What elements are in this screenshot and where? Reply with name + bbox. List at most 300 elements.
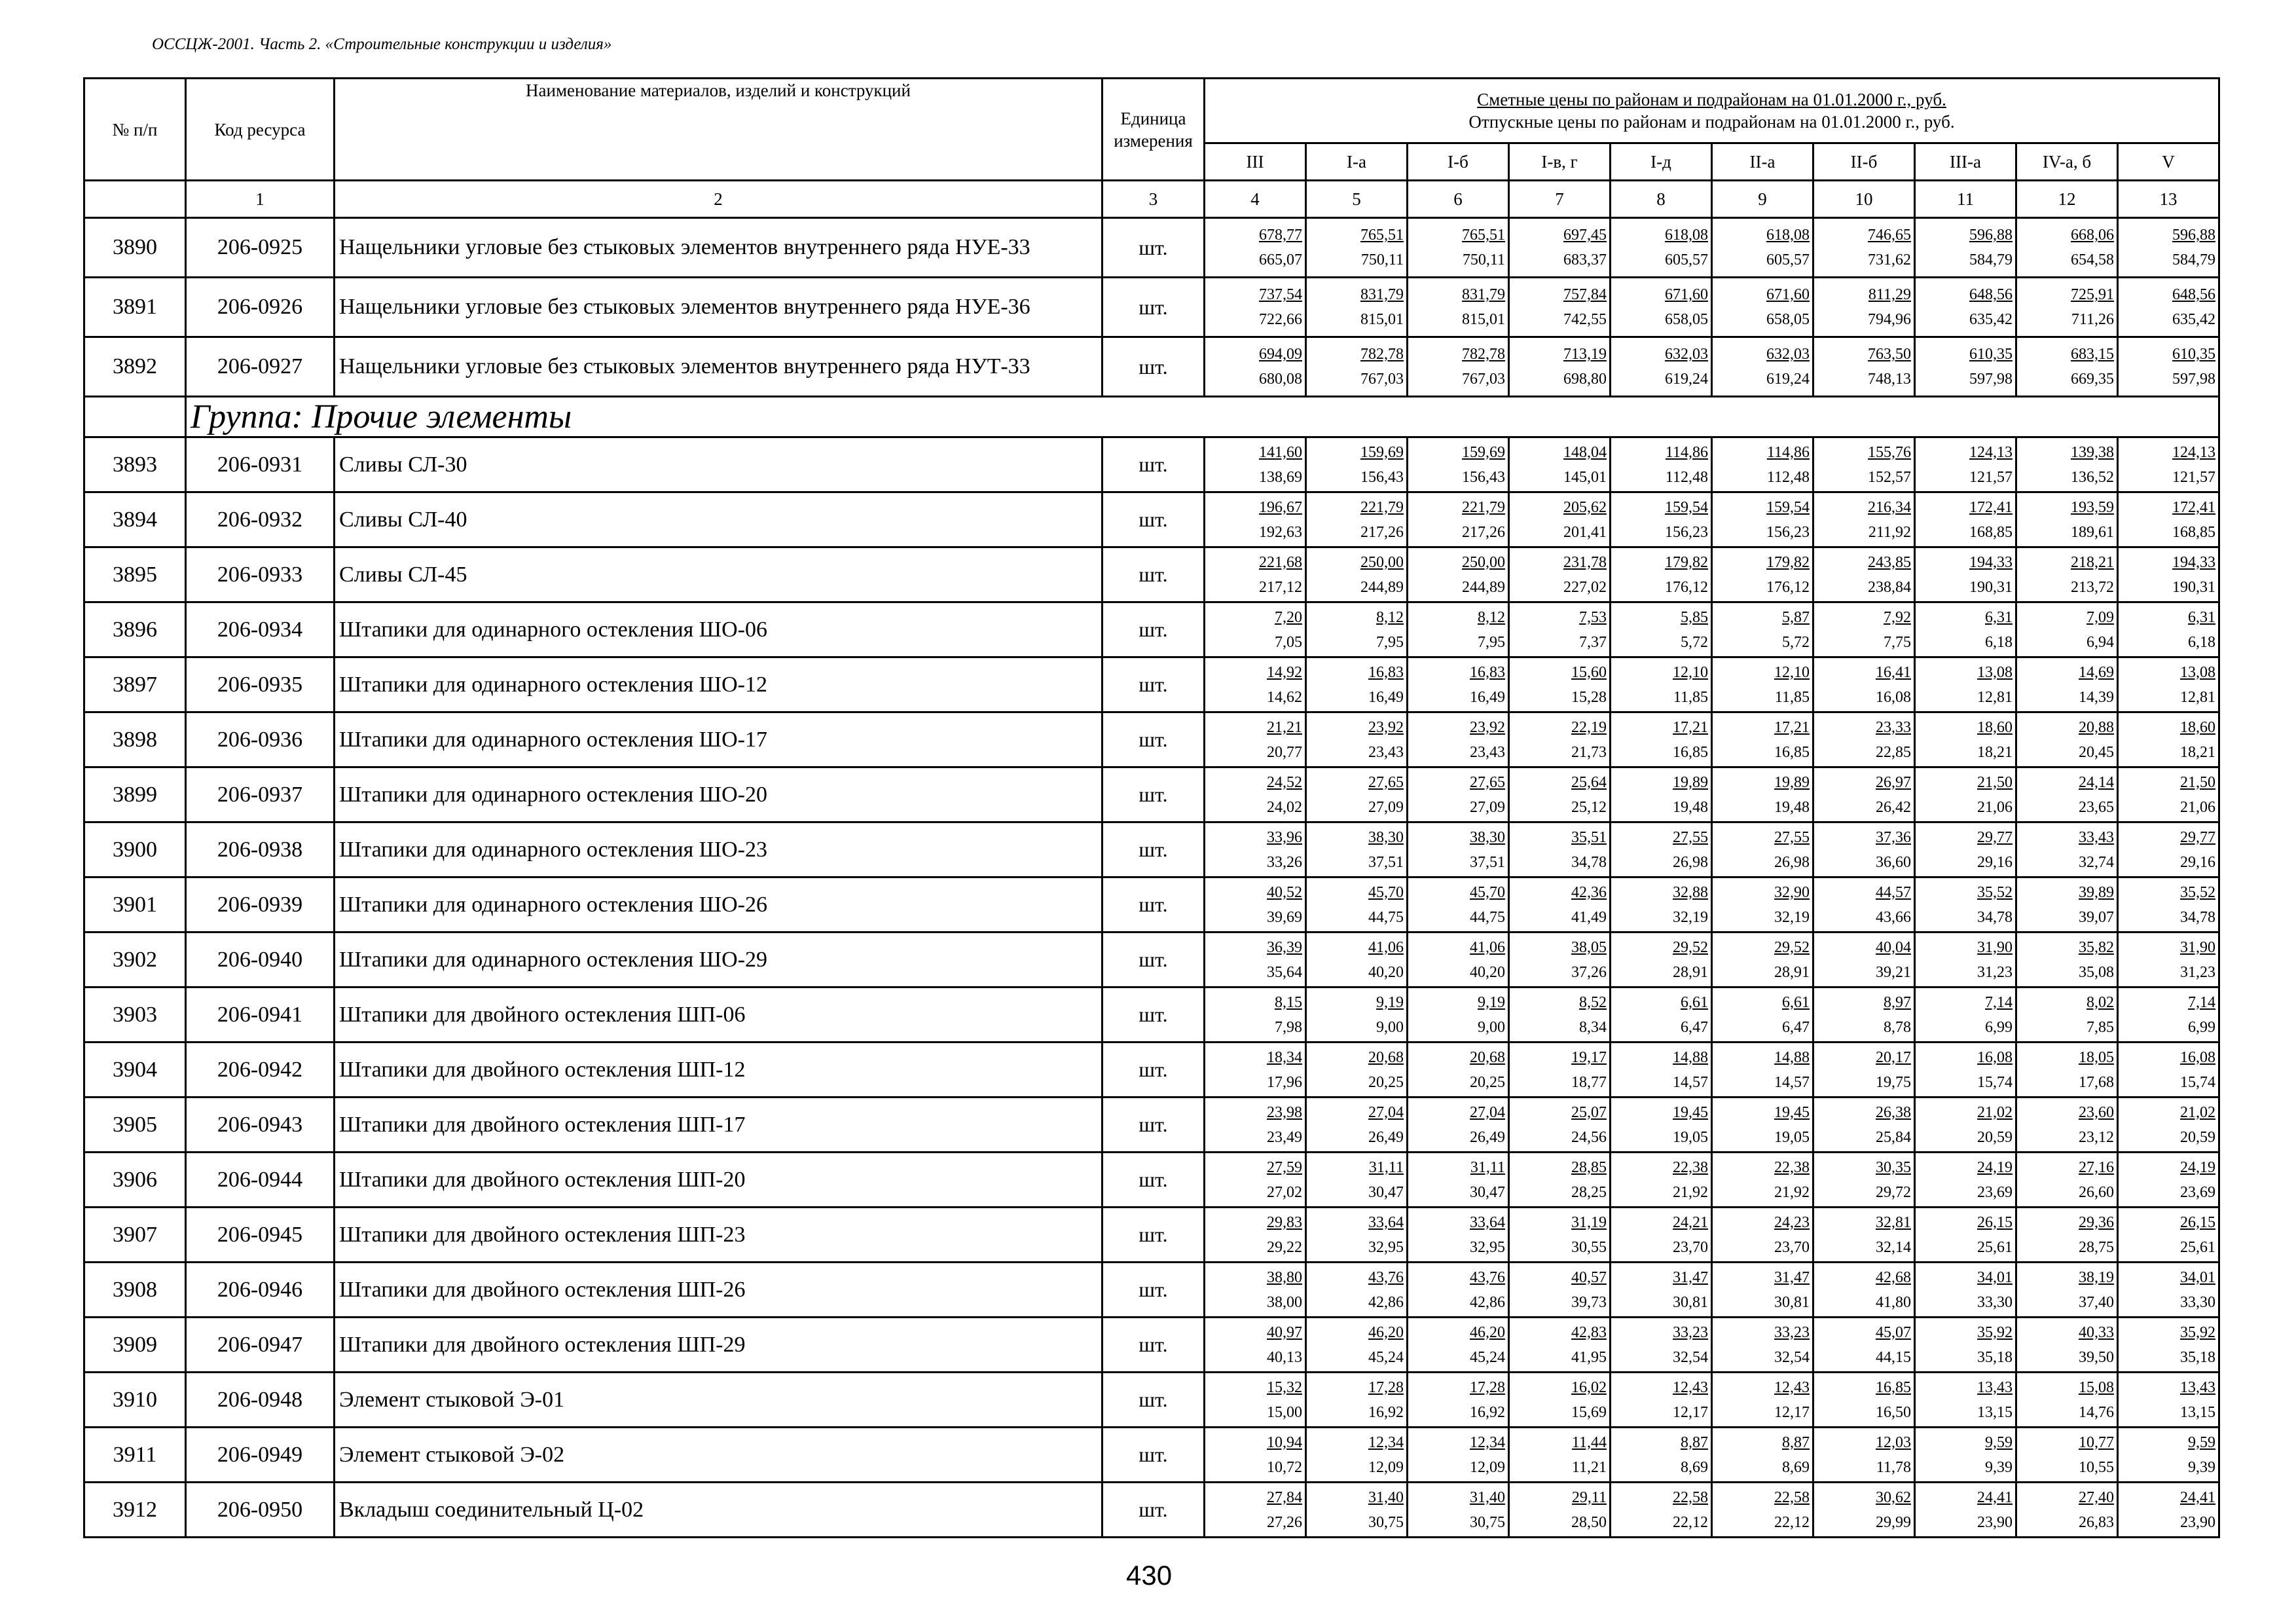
price-cell <box>1712 602 1813 657</box>
release-price: 16,85 <box>1673 743 1708 761</box>
price-cell <box>2118 1428 2219 1483</box>
release-price: 25,12 <box>1571 798 1607 816</box>
estimate-price: 25,64 <box>1571 773 1607 791</box>
estimate-price: 23,92 <box>1470 718 1505 736</box>
price-cell <box>1915 602 2016 657</box>
price-cell <box>1408 1043 1509 1098</box>
price-cell <box>1813 822 1915 877</box>
resource-code: 206-0935 <box>186 657 335 712</box>
release-price: 26,98 <box>1774 853 1810 871</box>
resource-code: 206-0940 <box>186 932 335 987</box>
price-cell <box>2118 492 2219 547</box>
price-cell <box>1205 278 1306 337</box>
price-cell <box>1205 657 1306 712</box>
release-price: 8,69 <box>1782 1458 1810 1476</box>
estimate-price: 193,59 <box>2071 498 2114 516</box>
unit: шт. <box>1102 547 1205 602</box>
price-cell <box>1408 1098 1509 1153</box>
price-cell <box>1205 1318 1306 1373</box>
item-name: Штапики для двойного остекления ШП-29 <box>335 1318 1102 1373</box>
price-cell <box>1712 877 1813 932</box>
column-number: 10 <box>1813 181 1915 218</box>
price-cell <box>2118 657 2219 712</box>
price-cell <box>1205 822 1306 877</box>
row-number: 3906 <box>84 1153 186 1208</box>
price-cell <box>1813 1043 1915 1098</box>
price-cell <box>1408 547 1509 602</box>
estimate-price: 159,69 <box>1462 443 1505 461</box>
price-cell <box>1205 877 1306 932</box>
item-name: Элемент стыковой Э-02 <box>335 1428 1102 1483</box>
table-row <box>84 1428 2219 1483</box>
estimate-price: 33,64 <box>1470 1213 1505 1231</box>
price-cell <box>1306 547 1408 602</box>
column-number: 5 <box>1306 181 1408 218</box>
resource-code: 206-0939 <box>186 877 335 932</box>
release-price: 30,47 <box>1368 1183 1404 1201</box>
release-price: 6,99 <box>2188 1018 2215 1036</box>
estimate-price: 18,05 <box>2079 1048 2114 1066</box>
release-price: 35,18 <box>2180 1348 2215 1366</box>
estimate-price: 7,20 <box>1275 608 1302 626</box>
release-price: 35,18 <box>1977 1348 2013 1366</box>
price-cell <box>1509 712 1611 767</box>
release-price: 238,84 <box>1868 578 1911 596</box>
price-cell <box>1509 1263 1611 1318</box>
estimate-price: 11,44 <box>1571 1433 1607 1451</box>
estimate-price: 757,84 <box>1563 286 1607 303</box>
estimate-price: 38,30 <box>1470 828 1505 846</box>
release-price: 8,34 <box>1579 1018 1607 1036</box>
price-cell <box>1205 767 1306 822</box>
estimate-price: 19,17 <box>1571 1048 1607 1066</box>
release-price: 38,00 <box>1267 1293 1302 1311</box>
release-price: 32,95 <box>1368 1238 1404 1256</box>
estimate-price: 41,06 <box>1470 938 1505 956</box>
release-price: 31,23 <box>2180 963 2215 981</box>
estimate-price: 27,55 <box>1774 828 1810 846</box>
unit: шт. <box>1102 492 1205 547</box>
row-number: 3897 <box>84 657 186 712</box>
price-cell <box>1509 877 1611 932</box>
price-cell <box>1611 1428 1712 1483</box>
release-price: 29,16 <box>1977 853 2013 871</box>
price-cell <box>1205 712 1306 767</box>
release-price: 30,81 <box>1673 1293 1708 1311</box>
price-cell <box>2016 1043 2118 1098</box>
price-cell <box>1712 1318 1813 1373</box>
header-region: II-б <box>1813 143 1915 181</box>
release-price: 15,74 <box>2180 1073 2215 1091</box>
estimate-price: 15,08 <box>2079 1378 2114 1396</box>
release-price: 18,21 <box>2180 743 2215 761</box>
price-cell <box>1712 712 1813 767</box>
release-price: 138,69 <box>1259 468 1302 486</box>
estimate-price: 22,38 <box>1774 1158 1810 1176</box>
resource-code: 206-0945 <box>186 1208 335 1263</box>
row-number: 3898 <box>84 712 186 767</box>
price-cell <box>1306 278 1408 337</box>
release-price: 39,50 <box>2079 1348 2114 1366</box>
release-price: 121,57 <box>1969 468 2013 486</box>
release-price: 12,09 <box>1368 1458 1404 1476</box>
price-cell <box>1611 1208 1712 1263</box>
estimate-price: 29,52 <box>1774 938 1810 956</box>
header-region: II-а <box>1712 143 1813 181</box>
estimate-price: 6,61 <box>1681 993 1708 1011</box>
estimate-price: 765,51 <box>1360 227 1404 244</box>
estimate-price: 29,36 <box>2079 1213 2114 1231</box>
estimate-price: 38,19 <box>2079 1268 2114 1286</box>
release-price: 635,42 <box>1969 311 2013 328</box>
table-row <box>84 602 2219 657</box>
price-cell <box>1915 1428 2016 1483</box>
release-price: 8,69 <box>1681 1458 1708 1476</box>
release-price: 168,85 <box>1969 523 2013 541</box>
estimate-price: 12,34 <box>1368 1433 1404 1451</box>
price-cell <box>1205 547 1306 602</box>
release-price: 28,91 <box>1774 963 1810 981</box>
release-price: 7,37 <box>1579 633 1607 651</box>
resource-code: 206-0948 <box>186 1373 335 1428</box>
price-cell <box>1306 822 1408 877</box>
price-cell <box>1712 492 1813 547</box>
item-name: Штапики для одинарного остекления ШО-17 <box>335 712 1102 767</box>
release-price: 44,75 <box>1368 908 1404 926</box>
release-price: 20,59 <box>2180 1128 2215 1146</box>
price-cell <box>1813 218 1915 278</box>
price-cell <box>1408 437 1509 492</box>
unit: шт. <box>1102 1208 1205 1263</box>
estimate-price: 765,51 <box>1462 227 1505 244</box>
estimate-price: 632,03 <box>1665 346 1708 363</box>
table-row <box>84 1098 2219 1153</box>
estimate-price: 22,19 <box>1571 718 1607 736</box>
price-cell <box>2016 278 2118 337</box>
release-price: 26,60 <box>2079 1183 2114 1201</box>
estimate-price: 18,60 <box>1977 718 2013 736</box>
price-cell <box>1611 877 1712 932</box>
item-name: Сливы СЛ-30 <box>335 437 1102 492</box>
release-price: 43,66 <box>1876 908 1911 926</box>
estimate-price: 155,76 <box>1868 443 1911 461</box>
estimate-price: 12,10 <box>1673 663 1708 681</box>
table-row <box>84 1043 2219 1098</box>
column-number: 1 <box>186 181 335 218</box>
release-price: 17,96 <box>1267 1073 1302 1091</box>
price-cell <box>2118 822 2219 877</box>
price-cell <box>1611 822 1712 877</box>
price-cell <box>1611 492 1712 547</box>
header-region: I-в, г <box>1509 143 1611 181</box>
estimate-price: 18,34 <box>1267 1048 1302 1066</box>
estimate-price: 23,33 <box>1876 718 1911 736</box>
price-cell <box>1915 987 2016 1043</box>
estimate-price: 24,23 <box>1774 1213 1810 1231</box>
release-price: 156,23 <box>1665 523 1708 541</box>
release-price: 5,72 <box>1782 633 1810 651</box>
estimate-price: 19,45 <box>1774 1103 1810 1121</box>
release-price: 7,75 <box>1884 633 1911 651</box>
price-cell <box>1712 1263 1813 1318</box>
price-cell <box>1915 492 2016 547</box>
estimate-price: 5,85 <box>1681 608 1708 626</box>
price-cell <box>1408 712 1509 767</box>
release-price: 30,47 <box>1470 1183 1505 1201</box>
price-cell <box>1509 1483 1611 1538</box>
estimate-price: 12,43 <box>1673 1378 1708 1396</box>
price-cell <box>1915 1208 2016 1263</box>
table-row <box>84 547 2219 602</box>
release-price: 28,75 <box>2079 1238 2114 1256</box>
price-cell <box>2118 337 2219 397</box>
price-cell <box>1306 1318 1408 1373</box>
estimate-price: 33,23 <box>1774 1323 1810 1341</box>
unit: шт. <box>1102 218 1205 278</box>
release-price: 190,31 <box>1969 578 2013 596</box>
estimate-price: 618,08 <box>1665 227 1708 244</box>
release-price: 40,20 <box>1368 963 1404 981</box>
release-price: 584,79 <box>2172 251 2215 268</box>
estimate-price: 16,08 <box>1977 1048 2013 1066</box>
column-number: 12 <box>2016 181 2118 218</box>
unit: шт. <box>1102 1483 1205 1538</box>
row-number: 3911 <box>84 1428 186 1483</box>
header-num: № п/п <box>84 79 186 181</box>
price-cell <box>1205 1043 1306 1098</box>
resource-code: 206-0932 <box>186 492 335 547</box>
estimate-price: 29,83 <box>1267 1213 1302 1231</box>
unit: шт. <box>1102 278 1205 337</box>
estimate-price: 24,41 <box>1977 1488 2013 1506</box>
release-price: 605,57 <box>1766 251 1810 268</box>
price-cell <box>1509 1098 1611 1153</box>
table-row <box>84 822 2219 877</box>
price-cell <box>1813 1428 1915 1483</box>
release-price: 40,20 <box>1470 963 1505 981</box>
release-price: 227,02 <box>1563 578 1607 596</box>
estimate-price: 9,19 <box>1376 993 1404 1011</box>
estimate-price: 16,02 <box>1571 1378 1607 1396</box>
estimate-price: 20,68 <box>1368 1048 1404 1066</box>
row-number: 3900 <box>84 822 186 877</box>
price-cell <box>1915 1153 2016 1208</box>
release-price: 29,22 <box>1267 1238 1302 1256</box>
price-cell <box>1509 1043 1611 1098</box>
estimate-price: 39,89 <box>2079 883 2114 901</box>
release-price: 750,11 <box>1360 251 1404 268</box>
price-cell <box>1611 218 1712 278</box>
release-price: 217,12 <box>1259 578 1302 596</box>
release-price: 201,41 <box>1563 523 1607 541</box>
estimate-price: 8,52 <box>1579 993 1607 1011</box>
column-number-row <box>84 181 2219 218</box>
estimate-price: 159,69 <box>1360 443 1404 461</box>
release-price: 45,24 <box>1368 1348 1404 1366</box>
estimate-price: 250,00 <box>1462 553 1505 571</box>
price-cell <box>1306 218 1408 278</box>
estimate-price: 14,88 <box>1774 1048 1810 1066</box>
release-price: 7,05 <box>1275 633 1302 651</box>
price-cell <box>1915 877 2016 932</box>
estimate-price: 34,01 <box>2180 1268 2215 1286</box>
price-cell <box>2016 822 2118 877</box>
table-row <box>84 932 2219 987</box>
estimate-price: 9,59 <box>1985 1433 2013 1451</box>
price-cell <box>1205 932 1306 987</box>
estimate-price: 683,15 <box>2071 346 2114 363</box>
release-price: 26,49 <box>1470 1128 1505 1146</box>
price-cell <box>1306 337 1408 397</box>
release-price: 731,62 <box>1868 251 1911 268</box>
price-cell <box>1712 278 1813 337</box>
estimate-price: 16,83 <box>1470 663 1505 681</box>
estimate-price: 713,19 <box>1563 346 1607 363</box>
release-price: 11,78 <box>1876 1458 1911 1476</box>
price-cell <box>1712 987 1813 1043</box>
estimate-price: 40,97 <box>1267 1323 1302 1341</box>
release-price: 635,42 <box>2172 311 2215 328</box>
estimate-price: 38,05 <box>1571 938 1607 956</box>
estimate-price: 8,12 <box>1376 608 1404 626</box>
row-number: 3903 <box>84 987 186 1043</box>
estimate-price: 31,40 <box>1470 1488 1505 1506</box>
estimate-price: 15,32 <box>1267 1378 1302 1396</box>
release-price: 605,57 <box>1665 251 1708 268</box>
item-name: Штапики для двойного остекления ШП-23 <box>335 1208 1102 1263</box>
table-row <box>84 278 2219 337</box>
release-price: 5,72 <box>1681 633 1708 651</box>
estimate-price: 694,09 <box>1259 346 1302 363</box>
price-cell <box>1915 1318 2016 1373</box>
estimate-price: 13,43 <box>2180 1378 2215 1396</box>
release-price: 156,23 <box>1766 523 1810 541</box>
estimate-price: 196,67 <box>1259 498 1302 516</box>
price-cell <box>1611 1043 1712 1098</box>
resource-code: 206-0944 <box>186 1153 335 1208</box>
price-cell <box>1205 1483 1306 1538</box>
price-cell <box>1915 337 2016 397</box>
price-cell <box>1509 1318 1611 1373</box>
estimate-price: 19,89 <box>1673 773 1708 791</box>
estimate-price: 172,41 <box>2172 498 2215 516</box>
release-price: 7,95 <box>1478 633 1505 651</box>
estimate-price: 596,88 <box>2172 227 2215 244</box>
release-price: 7,98 <box>1275 1018 1302 1036</box>
release-price: 23,65 <box>2079 798 2114 816</box>
price-cell <box>1915 278 2016 337</box>
price-cell <box>2118 218 2219 278</box>
estimate-price: 20,88 <box>2079 718 2114 736</box>
release-price: 35,64 <box>1267 963 1302 981</box>
release-price: 37,51 <box>1470 853 1505 871</box>
price-cell <box>1611 337 1712 397</box>
price-cell <box>1306 1153 1408 1208</box>
release-price: 26,83 <box>2079 1513 2114 1531</box>
estimate-price: 38,30 <box>1368 828 1404 846</box>
price-cell <box>1306 1428 1408 1483</box>
estimate-price: 746,65 <box>1868 227 1911 244</box>
estimate-price: 40,52 <box>1267 883 1302 901</box>
estimate-price: 27,04 <box>1470 1103 1505 1121</box>
estimate-price: 28,85 <box>1571 1158 1607 1176</box>
unit: шт. <box>1102 602 1205 657</box>
release-price: 156,43 <box>1360 468 1404 486</box>
row-number: 3892 <box>84 337 186 397</box>
release-price: 22,85 <box>1876 743 1911 761</box>
estimate-price: 24,41 <box>2180 1488 2215 1506</box>
price-cell <box>1205 1373 1306 1428</box>
price-cell <box>2118 1043 2219 1098</box>
release-price: 23,70 <box>1673 1238 1708 1256</box>
price-cell <box>1306 657 1408 712</box>
release-price: 12,17 <box>1673 1403 1708 1421</box>
estimate-price: 46,20 <box>1470 1323 1505 1341</box>
price-cell <box>1306 877 1408 932</box>
estimate-price: 172,41 <box>1969 498 2013 516</box>
price-cell <box>1408 492 1509 547</box>
release-price: 15,69 <box>1571 1403 1607 1421</box>
estimate-price: 6,31 <box>2188 608 2215 626</box>
estimate-price: 21,02 <box>2180 1103 2215 1121</box>
estimate-price: 17,21 <box>1774 718 1810 736</box>
release-price: 19,48 <box>1774 798 1810 816</box>
header-code: Код ресурса <box>186 79 335 181</box>
estimate-price: 36,39 <box>1267 938 1302 956</box>
table-row <box>84 1263 2219 1318</box>
release-price: 669,35 <box>2071 371 2114 388</box>
release-price: 39,73 <box>1571 1293 1607 1311</box>
release-price: 13,15 <box>2180 1403 2215 1421</box>
estimate-price: 114,86 <box>1665 443 1708 461</box>
release-price: 750,11 <box>1462 251 1505 268</box>
estimate-price: 216,34 <box>1868 498 1911 516</box>
release-price: 27,09 <box>1470 798 1505 816</box>
release-price: 32,19 <box>1774 908 1810 926</box>
price-cell <box>1509 987 1611 1043</box>
estimate-price: 697,45 <box>1563 227 1607 244</box>
price-cell <box>1813 932 1915 987</box>
release-price: 9,39 <box>2188 1458 2215 1476</box>
price-cell <box>2016 1373 2118 1428</box>
price-cell <box>1408 767 1509 822</box>
estimate-price: 831,79 <box>1462 286 1505 303</box>
release-price: 742,55 <box>1563 311 1607 328</box>
estimate-price: 737,54 <box>1259 286 1302 303</box>
estimate-price: 8,15 <box>1275 993 1302 1011</box>
price-cell <box>1915 1098 2016 1153</box>
release-price: 21,06 <box>1977 798 2013 816</box>
estimate-price: 13,08 <box>1977 663 2013 681</box>
release-price: 190,31 <box>2172 578 2215 596</box>
unit: шт. <box>1102 437 1205 492</box>
header-region: V <box>2118 143 2219 181</box>
release-price: 10,55 <box>2079 1458 2114 1476</box>
release-price: 23,43 <box>1470 743 1505 761</box>
price-cell <box>1509 278 1611 337</box>
price-cell <box>1712 547 1813 602</box>
release-price: 23,90 <box>2180 1513 2215 1531</box>
table-row <box>84 767 2219 822</box>
release-price: 213,72 <box>2071 578 2114 596</box>
table-row <box>84 218 2219 278</box>
price-cell <box>1408 877 1509 932</box>
release-price: 27,26 <box>1267 1513 1302 1531</box>
estimate-price: 610,35 <box>1969 346 2013 363</box>
release-price: 33,26 <box>1267 853 1302 871</box>
estimate-price: 179,82 <box>1665 553 1708 571</box>
price-cell <box>2016 1428 2118 1483</box>
